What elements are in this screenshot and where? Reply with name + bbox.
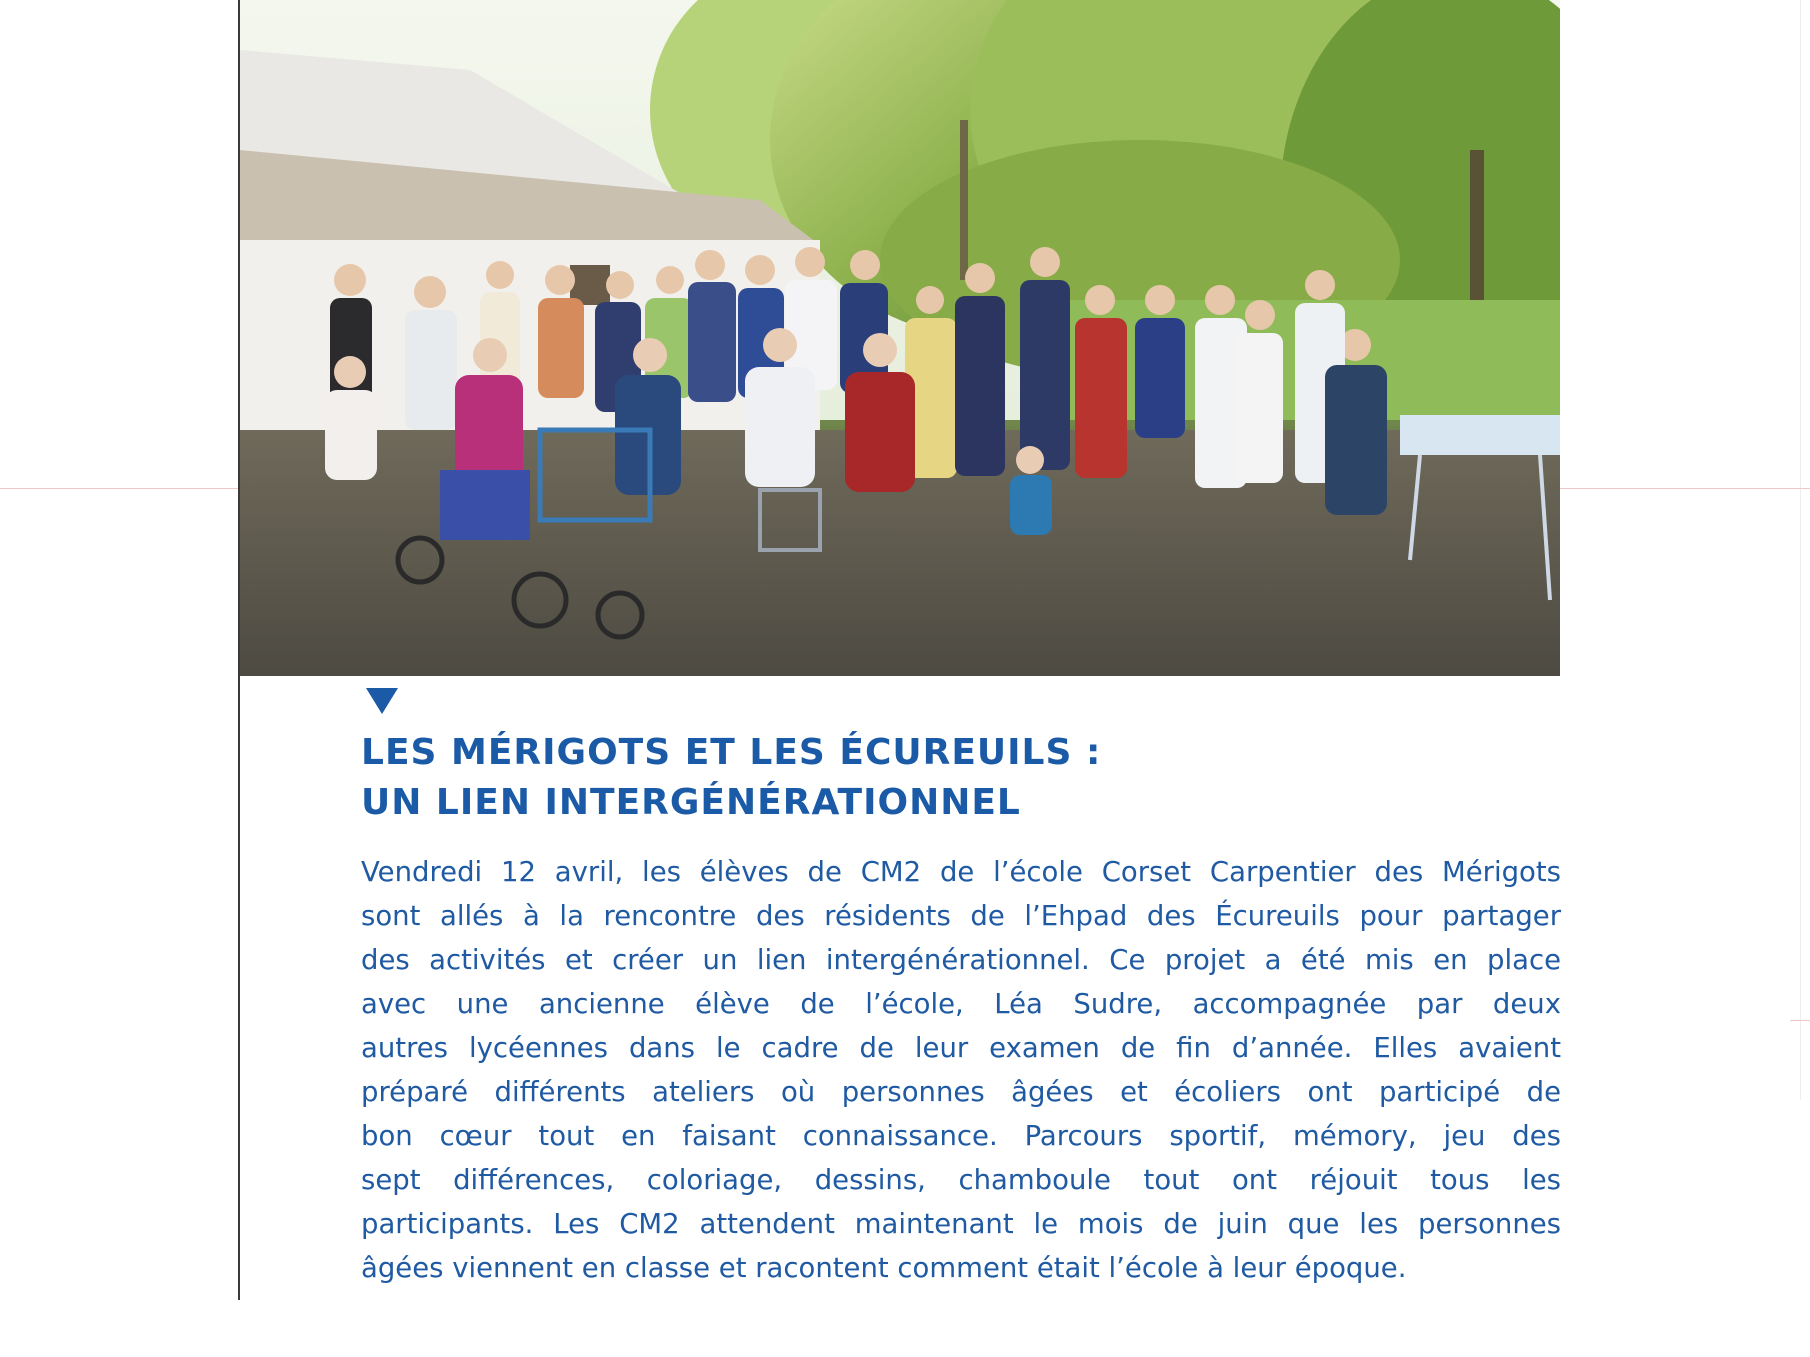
scan-fold-mark (1560, 488, 1810, 489)
down-triangle-icon (366, 688, 398, 714)
headline-line-2: UN LIEN INTERGÉNÉRATIONNEL (361, 782, 1021, 823)
body-line: âgées viennent en classe et racontent comment était l’école à leur époque. (361, 1252, 1407, 1284)
body-line: préparé différents ateliers où personnes âgées et écoliers ont participé de (361, 1076, 1561, 1108)
article-headline (361, 728, 1561, 828)
body-line: avec une ancienne élève de l’école, Léa Sudre, accompagnée par deux (361, 988, 1561, 1020)
scan-fold-mark (1790, 1020, 1810, 1021)
headline-line-1: LES MÉRIGOTS ET LES ÉCUREUILS : (361, 732, 1102, 773)
body-line: bon cœur tout en faisant connaissance. Parcours sportif, mémory, jeu des (361, 1120, 1561, 1152)
body-line: participants. Les CM2 attendent maintenant le mois de juin que les personnes (361, 1208, 1561, 1240)
article-body (361, 850, 1561, 1290)
body-line: des activités et créer un lien intergénérationnel. Ce projet a été mis en place (361, 944, 1561, 976)
body-line: sept différences, coloriage, dessins, chamboule tout ont réjouit tous les (361, 1164, 1561, 1196)
page-right-edge (1800, 0, 1801, 1100)
body-line: sont allés à la rencontre des résidents de l’Ehpad des Écureuils pour partager (361, 900, 1561, 932)
body-line: autres lycéennes dans le cadre de leur examen de fin d’année. Elles avaient (361, 1032, 1561, 1064)
group-photo (240, 0, 1560, 676)
scan-fold-mark (0, 488, 238, 489)
body-line: Vendredi 12 avril, les élèves de CM2 de l’école Corset Carpentier des Mérigots (361, 856, 1561, 888)
